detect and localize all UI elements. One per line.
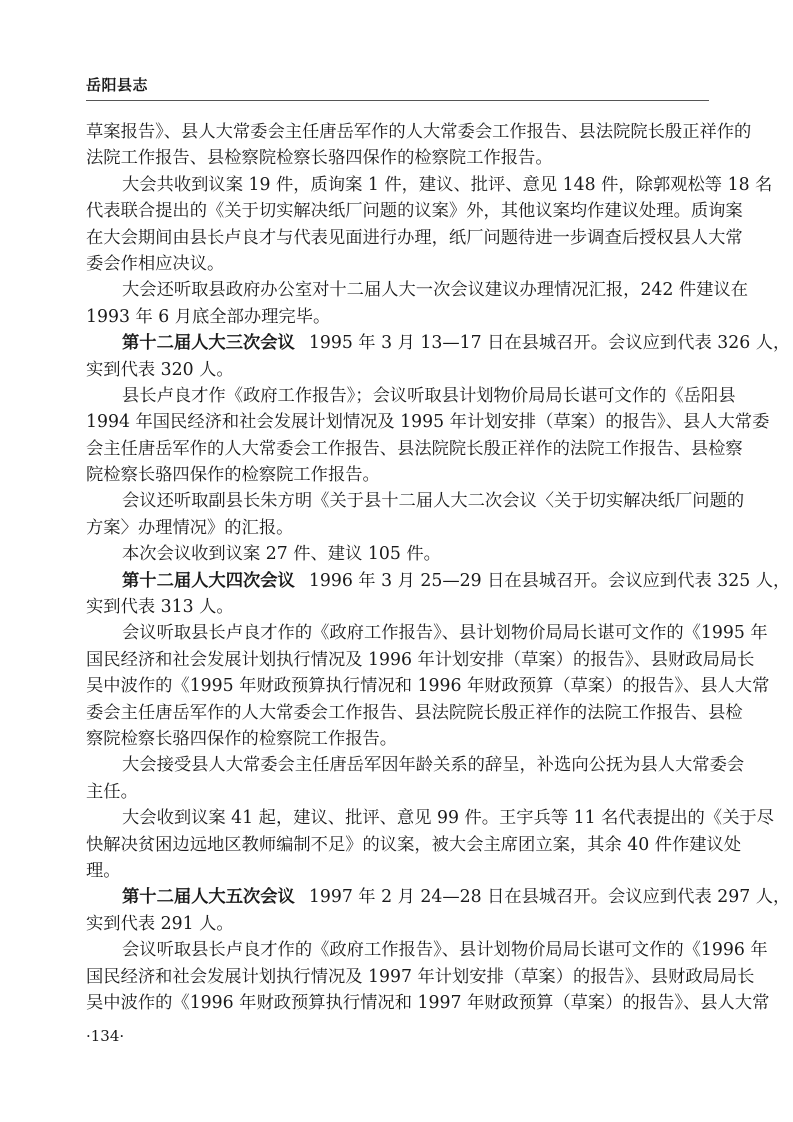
line-text: 快解决贫困边远地区教师编制不足》的议案，被大会主席团立案，其余 40 件作建议处 — [86, 834, 742, 855]
text-line — [86, 357, 709, 383]
line-text: 方案〉办理情况》的汇报。 — [86, 517, 294, 538]
line-text: 实到代表 291 人。 — [86, 913, 234, 934]
text-line — [86, 673, 770, 699]
text-line — [86, 462, 709, 488]
paragraph — [86, 937, 770, 1016]
line-text: 实到代表 313 人。 — [86, 597, 234, 618]
text-line — [86, 964, 755, 990]
line-text: 委会作相应决议。 — [86, 253, 225, 274]
line-text: 大会还听取县政府办公室对十二届人大一次会议建议办理情况汇报，242 件建议在 — [122, 280, 749, 301]
line-text: 法院工作报告、县检察院检察长骆四保作的检察院工作报告。 — [86, 148, 553, 169]
text-line — [86, 726, 709, 752]
text-line — [86, 937, 768, 963]
line-text: 国民经济和社会发展计划执行情况及 1996 年计划安排（草案）的报告》、县财政局局长 — [86, 649, 755, 670]
section-heading: 第十二届人大三次会议 — [122, 333, 295, 354]
paragraph — [86, 172, 773, 278]
text-line — [86, 488, 745, 514]
text-line — [86, 700, 743, 726]
paragraph — [86, 620, 770, 752]
text-line — [86, 145, 709, 171]
paragraph — [86, 884, 791, 937]
text-line — [86, 172, 773, 198]
line-text: 会主任唐岳军作的人大常委会工作报告、县法院院长殷正祥作的法院工作报告、县检察 — [86, 438, 743, 459]
line-text: 察院检察长骆四保作的检察院工作报告。 — [86, 728, 398, 749]
body-text — [86, 119, 791, 1016]
line-text: 吴中波作的《1995 年财政预算执行情况和 1996 年财政预算（草案）的报告》、县人大常 — [86, 676, 770, 697]
section-heading: 第十二届人大五次会议 — [122, 887, 295, 908]
text-line — [86, 225, 743, 251]
line-text: 大会共收到议案 19 件，质询案 1 件，建议、批评、意见 148 件，除郭观松等 18 名 — [122, 174, 773, 195]
text-line — [86, 990, 770, 1016]
text-line — [86, 515, 709, 541]
line-text: 本次会议收到议案 27 件、建议 105 件。 — [122, 544, 441, 565]
line-text: 代表联合提出的《关于切实解决纸厂问题的议案》外，其他议案均作建议处理。质询案 — [86, 201, 743, 222]
text-line — [86, 911, 709, 937]
line-text: 实到代表 320 人。 — [86, 359, 234, 380]
line-text: 在大会期间由县长卢良才与代表见面进行办理，纸厂问题待进一步调查后授权县人大常 — [86, 227, 743, 248]
line-text: 理。 — [86, 860, 121, 881]
line-text: 会议听取县长卢良才作的《政府工作报告》、县计划物价局局长谌可文作的《1995 年 — [122, 623, 768, 644]
text-line — [86, 620, 768, 646]
text-line — [86, 198, 743, 224]
line-text: 1993 年 6 月底全部办理完毕。 — [86, 306, 331, 327]
text-line — [86, 858, 709, 884]
running-head-title: 岳阳县志 — [86, 76, 149, 94]
text-line — [86, 752, 745, 778]
text-line — [86, 330, 791, 356]
line-text: 吴中波作的《1996 年财政预算执行情况和 1997 年财政预算（草案）的报告》、县人大常 — [86, 992, 770, 1013]
paragraph — [86, 330, 791, 383]
line-text: 草案报告》、县人大常委会主任唐岳军作的人大常委会工作报告、县法院院长殷正祥作的 — [86, 122, 752, 142]
line-text: 国民经济和社会发展计划执行情况及 1997 年计划安排（草案）的报告》、县财政局局长 — [86, 966, 755, 987]
line-text: 院检察长骆四保作的检察院工作报告。 — [86, 465, 380, 486]
text-line — [86, 383, 736, 409]
text-line — [86, 304, 709, 330]
line-text: 委会主任唐岳军作的人大常委会工作报告、县法院院长殷正祥作的法院工作报告、县检 — [86, 702, 743, 723]
text-line — [86, 805, 774, 831]
paragraph — [86, 488, 745, 541]
paragraph — [86, 383, 770, 489]
text-line — [86, 277, 749, 303]
paragraph — [86, 752, 745, 805]
text-line — [86, 409, 770, 435]
line-text: 会议还听取副县长朱方明《关于县十二届人大二次会议〈关于切实解决纸厂问题的 — [122, 491, 745, 512]
line-text: 1995 年 3 月 13—17 日在县城召开。会议应到代表 326 人， — [308, 333, 791, 354]
text-line — [86, 119, 752, 145]
section-heading: 第十二届人大四次会议 — [122, 570, 295, 591]
line-text: 会议听取县长卢良才作的《政府工作报告》、县计划物价局局长谌可文作的《1996 年 — [122, 940, 768, 961]
text-line — [86, 832, 742, 858]
paragraph — [86, 568, 791, 621]
paragraph — [86, 541, 709, 567]
paragraph — [86, 805, 774, 884]
paragraph — [86, 119, 752, 172]
header-rule — [86, 100, 709, 101]
line-text: 1997 年 2 月 24—28 日在县城召开。会议应到代表 297 人， — [308, 887, 791, 908]
text-line — [86, 251, 709, 277]
line-text: 1996 年 3 月 25—29 日在县城召开。会议应到代表 325 人， — [308, 570, 791, 591]
line-text: 县长卢良才作《政府工作报告》；会议听取县计划物价局局长谌可文作的《岳阳县 — [122, 385, 736, 406]
line-text: 大会接受县人大常委会主任唐岳军因年龄关系的辞呈，补选向公抚为县人大常委会 — [122, 755, 745, 776]
paragraph — [86, 277, 749, 330]
line-text: 大会收到议案 41 起，建议、批评、意见 99 件。王宇兵等 11 名代表提出的《关于尽 — [122, 808, 774, 829]
text-line — [86, 884, 791, 910]
page-number: ·134· — [86, 1027, 125, 1045]
line-text: 主任。 — [86, 781, 138, 802]
text-line — [86, 436, 743, 462]
text-line — [86, 647, 755, 673]
text-line — [86, 594, 709, 620]
text-line — [86, 779, 709, 805]
text-line — [86, 541, 709, 567]
text-line — [86, 568, 791, 594]
line-text: 1994 年国民经济和社会发展计划情况及 1995 年计划安排（草案）的报告》、县人大常委 — [86, 412, 770, 433]
